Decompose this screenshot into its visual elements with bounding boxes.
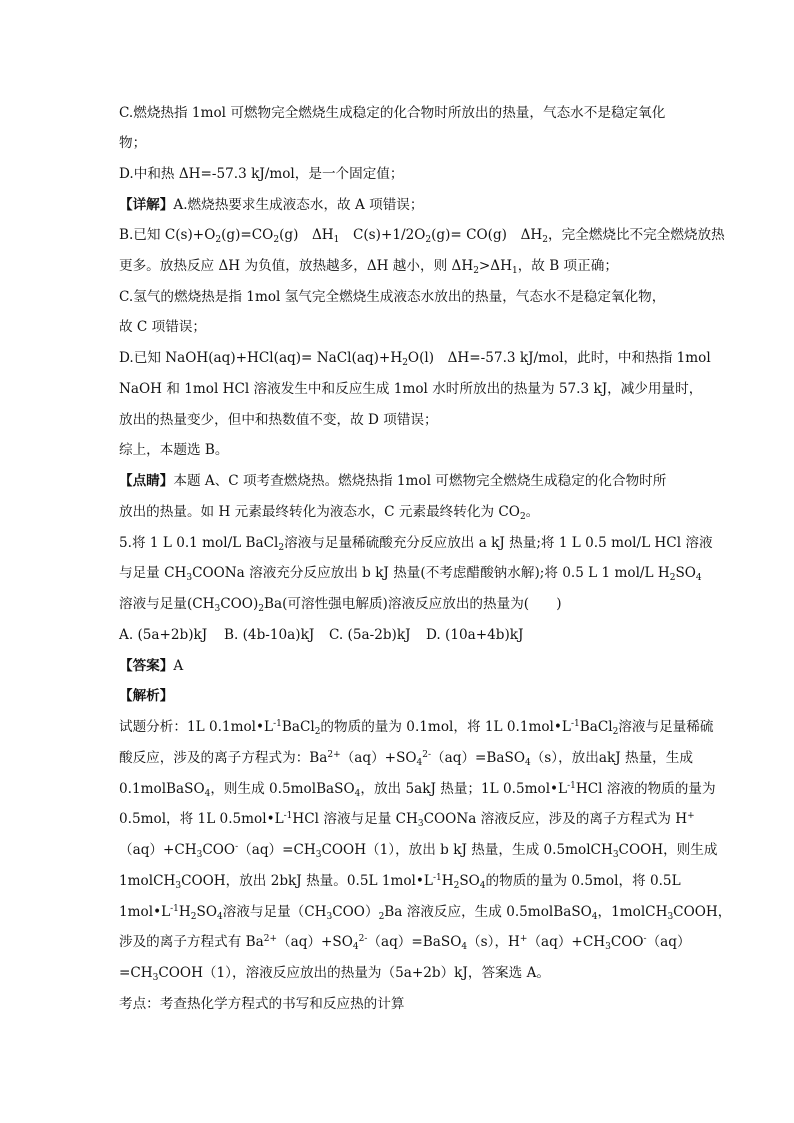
detail-section: 【详解】A.燃烧热要求生成液态水，故 A 项错误； <box>119 197 424 213</box>
analysis-line: 0.5mol，将 1L $0.5mol•L^{-1}HCl$ 溶液与足量 $CH_3COONa$ 溶液反应，涉及的离子方程式为 H+ <box>119 811 695 829</box>
analysis-line: 0.1molBaSO$_4$，则生成 0.5molBaSO$_4$，放出 5akJ 热量；1L $0.5mol•L^{-1}HCl$ 溶液的物质的量为 <box>119 781 716 799</box>
analysis-heading: 【解析】 <box>119 688 174 704</box>
answer-tag: 【答案】 <box>119 658 174 674</box>
text-line: 更多。放热反应 ΔH 为负值，放热越多，ΔH 越小，则 $\Delta H_2>\Delta H_1$，故 B 项正确； <box>119 258 618 276</box>
option-d: D. (10a+4b)kJ <box>426 627 524 643</box>
text-line: 放出的热量。如 H 元素最终转化为液态水，C 元素最终转化为 $CO_2$。 <box>119 504 540 522</box>
option-b: B. (4b-10a)kJ <box>224 627 315 643</box>
options-line <box>119 626 524 644</box>
text-line: NaOH 和 1mol HCl 溶液发生中和反应生成 1mol 水时所放出的热量为 57.3 kJ，减少用量时， <box>119 381 703 397</box>
knowledge-point: 考点：考查热化学方程式的书写和反应热的计算 <box>119 996 405 1012</box>
question-line: 溶液与足量$(CH_3COO)_2Ba$(可溶性强电解质)溶液反应放出的热量为( ) <box>119 596 562 614</box>
text-line: 综上，本题选 B。 <box>119 442 229 458</box>
analysis-line: $1mol•L^{-1}H_2SO_4$溶液与足量$(CH_3COO)_2Ba$ 溶液反应，生成 0.5molBaSO$_4$，1molCH$_3$COOH， <box>119 904 732 922</box>
analysis-line: 酸反应，涉及的离子方程式为：$Ba^{2+}(aq)+SO_4^{2-}(aq)=BaSO_4(s)$，放出akJ 热量，生成 <box>119 750 693 768</box>
text-line: D.已知 NaOH(aq)+HCl(aq)= $NaCl(aq)+H_2O(l)$ ΔH=-57.3 kJ/mol，此时，中和热指 1mol <box>119 350 711 368</box>
tip-tag: 【点睛】 <box>119 473 174 489</box>
text-line: C.燃烧热指 1mol 可燃物完全燃烧生成稳定的化合物时所放出的热量，气态水不是稳定氧化 <box>119 105 666 121</box>
analysis-line: 试题分析：1L $0.1mol•L^{-1}BaCl_2$的物质的量为 0.1mol，将 1L $0.1mol•L^{-1}BaCl_2$溶液与足量稀硫 <box>119 719 714 737</box>
analysis-line: $(aq)+CH_3COO^-(aq)=CH_3COOH(1)$，放出 b kJ 热量，生成 0.5molCH$_3$COOH，则生成 <box>119 842 718 860</box>
question-line: 与足量 $CH_3COONa$ 溶液充分反应放出 b kJ 热量(不考虑醋酸钠水解);将 0.5 L 1 mol/L $H_2SO_4$ <box>119 565 702 583</box>
analysis-line: $=CH_3COOH(1)$，溶液反应放出的热量为（5a+2b）kJ，答案选 A。 <box>119 965 550 983</box>
text-line: 放出的热量变少，但中和热数值不变，故 D 项错误； <box>119 412 438 428</box>
answer-value: A <box>173 658 184 674</box>
text-line: 物； <box>119 135 147 151</box>
answer-section <box>119 657 183 675</box>
analysis-line: 涉及的离子方程式有 $Ba^{2+}(aq)+SO_4^{2-}(aq)=BaSO_4(s)$，$H^+(aq)+CH_3COO^-(aq)$ <box>119 934 691 952</box>
analysis-line: 1molCH$_3$COOH，放出 2bkJ 热量。0.5L $1mol•L^{-1}H_2SO_4$的物质的量为 0.5mol，将 0.5L <box>119 873 681 891</box>
tip-section: 【点睛】本题 A、C 项考查燃烧热。燃烧热指 1mol 可燃物完全燃烧生成稳定的化合物时所 <box>119 473 667 489</box>
question-line: 5.将 1 L 0.1 mol/L BaCl$_2$溶液与足量稀硫酸充分反应放出 a kJ 热量;将 1 L 0.5 mol/L HCl 溶液 <box>119 535 713 553</box>
option-a: A. (5a+2b)kJ <box>119 627 208 643</box>
detail-tag: 【详解】 <box>119 197 174 213</box>
text-line: 故 C 项错误； <box>119 319 207 335</box>
text-line: B.已知 $C(s)+O_2(g)=CO_2(g)$ $\Delta H_1$ $C(s)+1/2O_2(g)= CO(g)$ $\Delta H_2$，完全燃烧比不完全燃烧放热 <box>119 227 725 245</box>
text-line: D.中和热 ΔH=-57.3 kJ/mol，是一个固定值； <box>119 166 404 182</box>
text-line: C.氢气的燃烧热是指 1mol 氢气完全燃烧生成液态水放出的热量，气态水不是稳定氧化物， <box>119 289 666 305</box>
option-c: C. (5a-2b)kJ <box>329 627 411 643</box>
